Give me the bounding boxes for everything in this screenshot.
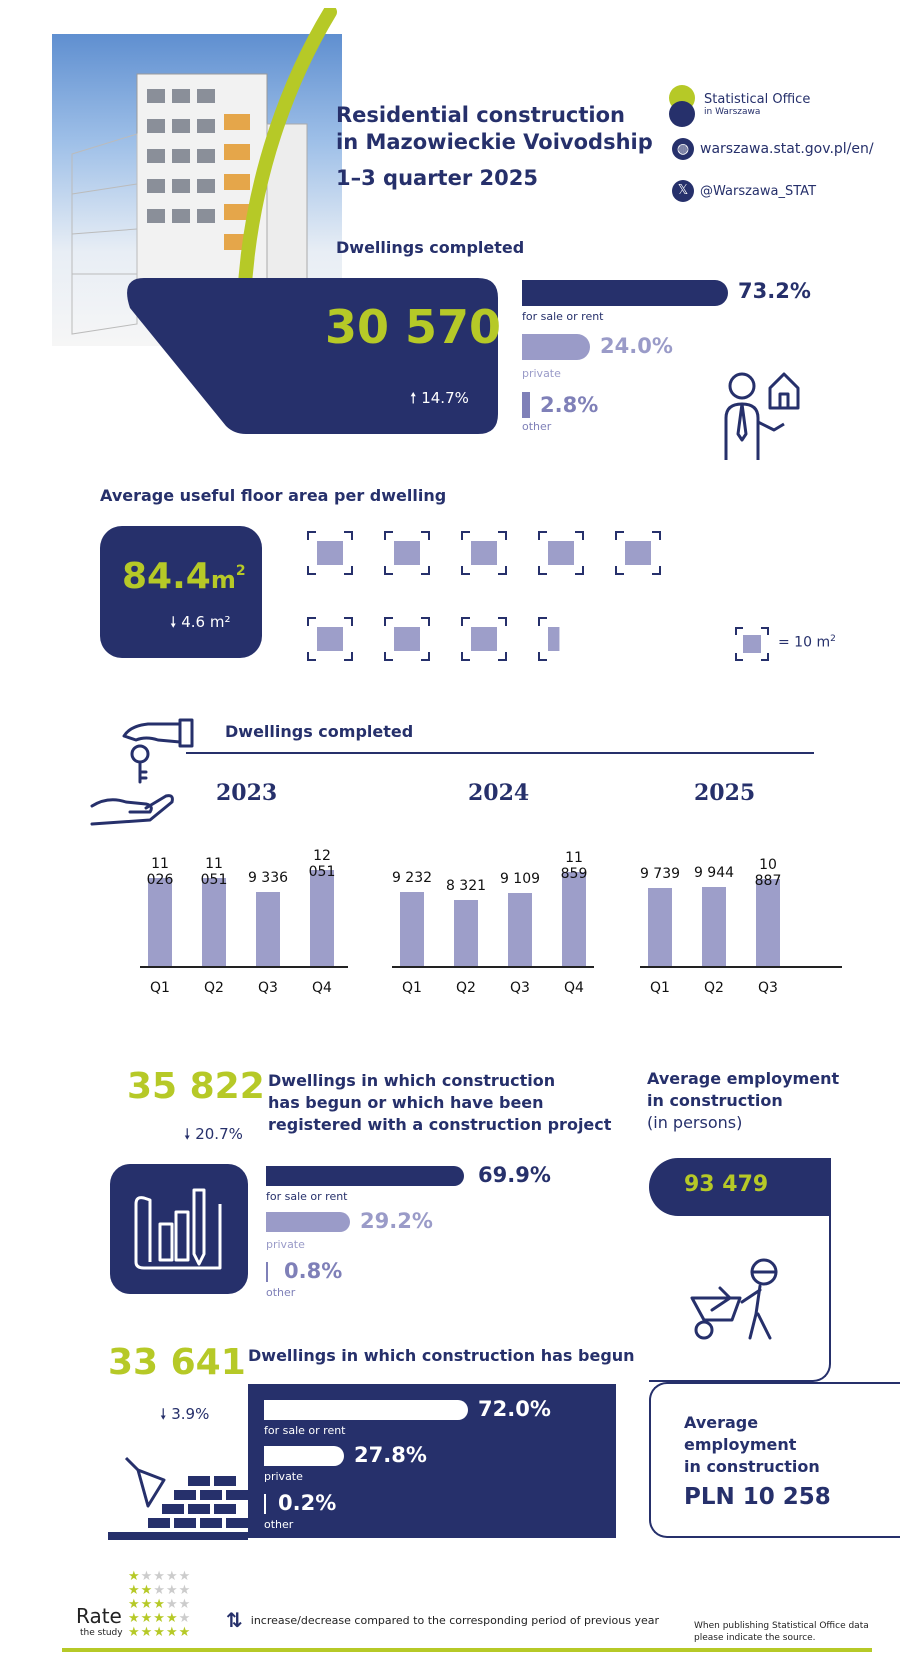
floor-area-square (383, 616, 431, 662)
begun-reg-label-other: other (266, 1286, 296, 1299)
begun-registered-title: Dwellings in which construction has begun or which have been registered with a construction project (268, 1071, 612, 1134)
begun-label-other: other (264, 1518, 294, 1531)
employment-value: 93 479 (684, 1172, 769, 1197)
chart-value-label: 9 109 (499, 871, 541, 888)
dwellings-completed-title: Dwellings completed (336, 238, 525, 257)
logo-icon (666, 84, 698, 128)
globe-icon: ◍ (672, 138, 694, 160)
period-label: 1–3 quarter 2025 (336, 166, 538, 190)
square-legend-icon (734, 626, 770, 662)
arrow-down-icon: 🠗 (184, 1125, 191, 1143)
up-down-arrows-icon: ⇅ (226, 1608, 243, 1632)
floor-area-title: Average useful floor area per dwelling (100, 486, 447, 505)
chart-value-label: 11 026 (146, 856, 174, 889)
chart-bar (562, 872, 586, 966)
employment-title: Average employment in construction (in persons) (647, 1069, 840, 1132)
chart-tick-label: Q2 (204, 980, 224, 996)
quarterly-title-rule (186, 752, 814, 754)
begun-value: 33 641 (108, 1342, 246, 1383)
begun-reg-bar-other (266, 1262, 268, 1282)
share-bar-private (522, 334, 590, 360)
share-label-other: other (522, 420, 552, 433)
chart-tick-label: Q1 (650, 980, 670, 996)
key-handover-icon (88, 716, 198, 832)
chart-value-label: 11 051 (200, 855, 228, 888)
begun-registered-change: 🠗 20.7% (184, 1125, 243, 1143)
begun-label-private: private (264, 1470, 303, 1483)
chart-value-label: 9 232 (391, 870, 433, 887)
begun-reg-label-sale: for sale or rent (266, 1190, 348, 1203)
floor-area-square (306, 530, 354, 576)
chart-bar (702, 887, 726, 966)
dwellings-completed-value: 30 570 (325, 300, 502, 354)
chart-value-label: 8 321 (445, 877, 487, 894)
logo-text: Statistical Office in Warszawa (704, 92, 811, 117)
lime-swoosh-decoration (230, 8, 350, 308)
begun-reg-pct-private: 29.2% (360, 1209, 433, 1233)
chart-axis-line (140, 966, 348, 968)
chart-tick-label: Q3 (510, 980, 530, 996)
share-bar-other (522, 392, 530, 418)
footer-legend: ⇅ increase/decrease compared to the corresponding period of previous year (226, 1608, 660, 1632)
chart-bar (454, 900, 478, 966)
chart-value-label: 9 944 (693, 864, 735, 881)
chart-axis-line (392, 966, 594, 968)
chart-tick-label: Q2 (704, 980, 724, 996)
begun-pct-sale: 72.0% (478, 1397, 551, 1421)
chart-tick-label: Q4 (564, 980, 584, 996)
worker-wheelbarrow-icon (686, 1254, 792, 1342)
share-pct-sale: 73.2% (738, 279, 811, 303)
floor-area-square (614, 530, 662, 576)
floor-area-square (306, 616, 354, 662)
chart-value-label: 9 739 (639, 866, 681, 883)
chart-tick-label: Q4 (312, 980, 332, 996)
begun-pct-other: 0.2% (278, 1491, 337, 1515)
begun-reg-pct-sale: 69.9% (478, 1163, 551, 1187)
wages-title: Average employment in construction (684, 1413, 820, 1476)
chart-bar (148, 878, 172, 966)
dwellings-completed-change: 🠕 14.7% (410, 389, 469, 407)
square-legend-text: = 10 $m^2$ (778, 634, 836, 651)
begun-pct-private: 27.8% (354, 1443, 427, 1467)
begun-reg-pct-other: 0.8% (284, 1259, 343, 1283)
website-link[interactable]: ◍ warszawa.stat.gov.pl/en/ (672, 138, 874, 160)
quarterly-chart-title: Dwellings completed (225, 722, 414, 741)
chart-tick-label: Q3 (258, 980, 278, 996)
twitter-link[interactable]: 𝕏 @Warszawa_STAT (672, 180, 816, 202)
floor-area-square (537, 616, 585, 662)
arrow-up-icon: 🠕 (410, 389, 417, 407)
floor-area-square (460, 530, 508, 576)
x-logo-icon: 𝕏 (672, 180, 694, 202)
chart-year-label: 2025 (694, 780, 756, 806)
share-pct-other: 2.8% (540, 393, 599, 417)
floor-area-square (460, 616, 508, 662)
begun-bar-sale (264, 1400, 468, 1420)
chart-year-label: 2024 (468, 780, 530, 806)
begun-bar-private (264, 1446, 344, 1466)
chart-value-label: 9 336 (247, 869, 289, 886)
arrow-down-icon: 🠗 (170, 613, 177, 631)
chart-bar (256, 892, 280, 966)
realtor-with-house-icon (712, 364, 812, 464)
begun-change: 🠗 3.9% (160, 1405, 210, 1423)
share-bar-sale (522, 280, 728, 306)
footer-source-note: When publishing Statistical Office data please indicate the source. (694, 1621, 869, 1643)
footer-rule (62, 1648, 872, 1652)
begun-title: Dwellings in which construction has begun (248, 1346, 635, 1365)
floor-area-square (537, 530, 585, 576)
floor-area-square (383, 530, 431, 576)
chart-tick-label: Q1 (150, 980, 170, 996)
chart-bar (508, 893, 532, 966)
floor-area-change: 🠗 4.6 m² (170, 613, 231, 631)
floor-area-value: $84.4m^2$ (122, 556, 246, 597)
begun-reg-bar-private (266, 1212, 350, 1232)
chart-year-label: 2023 (216, 780, 278, 806)
wages-value: PLN 10 258 (684, 1484, 831, 1510)
share-label-private: private (522, 367, 561, 380)
begun-registered-value: 35 822 (127, 1066, 265, 1107)
chart-bar (202, 878, 226, 966)
arrow-down-icon: 🠗 (160, 1405, 167, 1423)
chart-tick-label: Q2 (456, 980, 476, 996)
page-title: Residential construction in Mazowieckie Voivodship (336, 103, 653, 154)
chart-bar (756, 879, 780, 966)
chart-axis-line (640, 966, 842, 968)
begun-reg-label-private: private (266, 1238, 305, 1251)
chart-tick-label: Q3 (758, 980, 778, 996)
begun-label-sale: for sale or rent (264, 1424, 346, 1437)
chart-bar (400, 892, 424, 966)
chart-bar (648, 888, 672, 966)
trowel-bricks-icon (108, 1454, 248, 1540)
chart-value-label: 10 887 (754, 857, 782, 890)
begun-reg-bar-sale (266, 1166, 464, 1186)
chart-bar (310, 870, 334, 966)
rate-study-label[interactable]: Rate the study (76, 1604, 123, 1638)
share-pct-private: 24.0% (600, 334, 673, 358)
chart-tick-label: Q1 (402, 980, 422, 996)
blueprint-buildings-icon (130, 1184, 230, 1274)
share-label-sale: for sale or rent (522, 310, 604, 323)
chart-value-label: 11 859 (560, 849, 588, 882)
begun-bar-other (264, 1494, 266, 1514)
statistical-office-logo (666, 84, 698, 132)
chart-value-label: 12 051 (308, 848, 336, 880)
